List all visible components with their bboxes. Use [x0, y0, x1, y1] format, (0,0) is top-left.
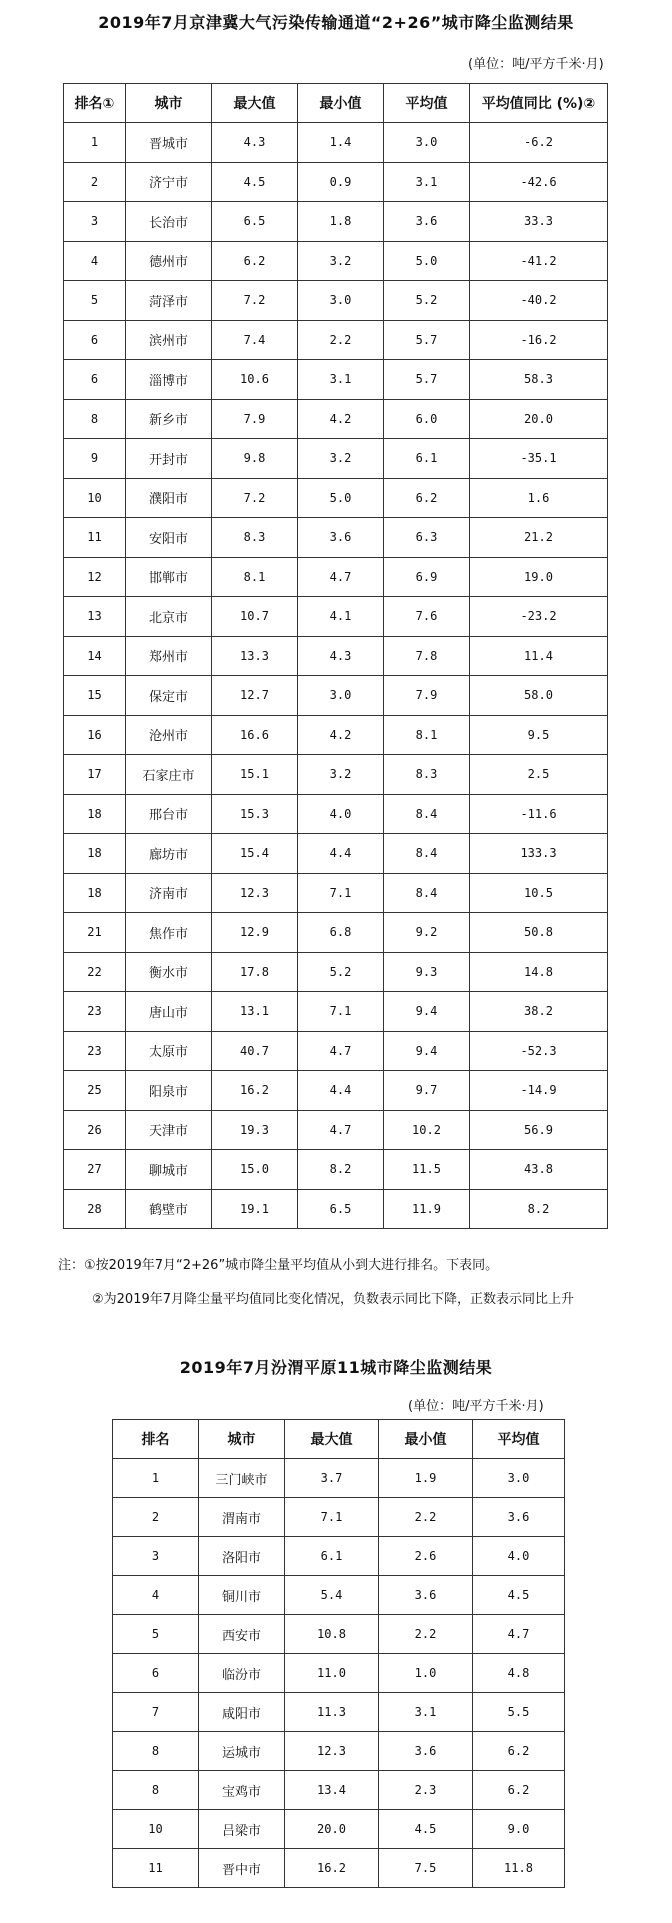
table1-header-yoy: 平均值同比 (%)② — [470, 84, 608, 123]
rank-cell: 18 — [64, 873, 126, 913]
avg-cell: 6.2 — [473, 1771, 565, 1810]
table-row — [64, 478, 608, 518]
table-row — [64, 557, 608, 597]
avg-cell: 6.0 — [384, 399, 470, 439]
table2-header-avg: 平均值 — [473, 1420, 565, 1459]
max-cell: 40.7 — [212, 1031, 298, 1071]
max-cell: 12.3 — [212, 873, 298, 913]
rank-cell: 6 — [113, 1654, 199, 1693]
city-cell: 新乡市 — [126, 399, 212, 439]
yoy-cell: 43.8 — [470, 1150, 608, 1190]
max-cell: 13.1 — [212, 992, 298, 1032]
city-cell: 宝鸡市 — [199, 1771, 285, 1810]
avg-cell: 7.9 — [384, 676, 470, 716]
avg-cell: 8.4 — [384, 794, 470, 834]
min-cell: 3.0 — [298, 281, 384, 321]
city-cell: 菏泽市 — [126, 281, 212, 321]
min-cell: 4.2 — [298, 399, 384, 439]
rank-cell: 8 — [113, 1732, 199, 1771]
rank-cell: 8 — [113, 1771, 199, 1810]
max-cell: 6.1 — [285, 1537, 379, 1576]
rank-cell: 18 — [64, 794, 126, 834]
avg-cell: 11.5 — [384, 1150, 470, 1190]
city-cell: 三门峡市 — [199, 1459, 285, 1498]
table-row — [113, 1771, 565, 1810]
city-cell: 运城市 — [199, 1732, 285, 1771]
max-cell: 15.3 — [212, 794, 298, 834]
yoy-cell: -23.2 — [470, 597, 608, 637]
avg-cell: 11.8 — [473, 1849, 565, 1888]
table-row — [64, 873, 608, 913]
min-cell: 7.1 — [298, 992, 384, 1032]
max-cell: 10.8 — [285, 1615, 379, 1654]
table-row — [64, 794, 608, 834]
min-cell: 4.2 — [298, 715, 384, 755]
max-cell: 16.6 — [212, 715, 298, 755]
min-cell: 4.5 — [379, 1810, 473, 1849]
rank-cell: 27 — [64, 1150, 126, 1190]
max-cell: 7.2 — [212, 281, 298, 321]
avg-cell: 9.2 — [384, 913, 470, 953]
max-cell: 16.2 — [285, 1849, 379, 1888]
max-cell: 7.1 — [285, 1498, 379, 1537]
rank-cell: 17 — [64, 755, 126, 795]
rank-cell: 28 — [64, 1189, 126, 1229]
rank-cell: 22 — [64, 952, 126, 992]
table2-header-rank: 排名 — [113, 1420, 199, 1459]
table2-title: 2019年7月汾渭平原11城市降尘监测结果 — [179, 1358, 493, 1377]
min-cell: 4.7 — [298, 1110, 384, 1150]
min-cell: 4.0 — [298, 794, 384, 834]
table-row — [64, 834, 608, 874]
avg-cell: 3.0 — [473, 1459, 565, 1498]
max-cell: 4.5 — [212, 162, 298, 202]
min-cell: 2.3 — [379, 1771, 473, 1810]
table-row — [113, 1459, 565, 1498]
table-row — [64, 636, 608, 676]
table-row — [64, 439, 608, 479]
table-row — [64, 1031, 608, 1071]
max-cell: 6.2 — [212, 241, 298, 281]
max-cell: 20.0 — [285, 1810, 379, 1849]
yoy-cell: -6.2 — [470, 123, 608, 163]
min-cell: 3.6 — [379, 1576, 473, 1615]
city-cell: 晋城市 — [126, 123, 212, 163]
rank-cell: 21 — [64, 913, 126, 953]
table1-header-avg: 平均值 — [384, 84, 470, 123]
yoy-cell: 58.3 — [470, 360, 608, 400]
table-row — [64, 755, 608, 795]
min-cell: 1.9 — [379, 1459, 473, 1498]
rank-cell: 1 — [64, 123, 126, 163]
yoy-cell: 10.5 — [470, 873, 608, 913]
city-cell: 临汾市 — [199, 1654, 285, 1693]
city-cell: 石家庄市 — [126, 755, 212, 795]
city-cell: 滨州市 — [126, 320, 212, 360]
min-cell: 3.1 — [379, 1693, 473, 1732]
avg-cell: 11.9 — [384, 1189, 470, 1229]
table1-header-min: 最小值 — [298, 84, 384, 123]
table1-header-rank: 排名① — [64, 84, 126, 123]
rank-cell: 9 — [64, 439, 126, 479]
rank-cell: 11 — [64, 518, 126, 558]
table-row — [64, 1150, 608, 1190]
max-cell: 19.1 — [212, 1189, 298, 1229]
table-row — [64, 952, 608, 992]
table-row — [113, 1849, 565, 1888]
table-row — [64, 162, 608, 202]
min-cell: 8.2 — [298, 1150, 384, 1190]
table-row — [64, 399, 608, 439]
min-cell: 2.6 — [379, 1537, 473, 1576]
avg-cell: 3.0 — [384, 123, 470, 163]
min-cell: 5.0 — [298, 478, 384, 518]
min-cell: 4.1 — [298, 597, 384, 637]
city-cell: 德州市 — [126, 241, 212, 281]
rank-cell: 23 — [64, 992, 126, 1032]
avg-cell: 5.7 — [384, 360, 470, 400]
rank-cell: 4 — [64, 241, 126, 281]
max-cell: 4.3 — [212, 123, 298, 163]
avg-cell: 8.3 — [384, 755, 470, 795]
avg-cell: 4.8 — [473, 1654, 565, 1693]
max-cell: 17.8 — [212, 952, 298, 992]
table-row — [64, 992, 608, 1032]
rank-cell: 15 — [64, 676, 126, 716]
table-row — [113, 1537, 565, 1576]
avg-cell: 8.4 — [384, 834, 470, 874]
city-cell: 郑州市 — [126, 636, 212, 676]
rank-cell: 5 — [113, 1615, 199, 1654]
max-cell: 12.9 — [212, 913, 298, 953]
max-cell: 7.9 — [212, 399, 298, 439]
table-row — [64, 202, 608, 242]
yoy-cell: -14.9 — [470, 1071, 608, 1111]
max-cell: 5.4 — [285, 1576, 379, 1615]
table-row — [113, 1810, 565, 1849]
avg-cell: 5.2 — [384, 281, 470, 321]
city-cell: 沧州市 — [126, 715, 212, 755]
city-cell: 晋中市 — [199, 1849, 285, 1888]
rank-cell: 18 — [64, 834, 126, 874]
table1-unit: (单位：吨/平方千米·月) — [468, 57, 604, 72]
max-cell: 11.3 — [285, 1693, 379, 1732]
max-cell: 13.3 — [212, 636, 298, 676]
avg-cell: 9.0 — [473, 1810, 565, 1849]
city-cell: 邢台市 — [126, 794, 212, 834]
table2-header-city: 城市 — [199, 1420, 285, 1459]
avg-cell: 8.4 — [384, 873, 470, 913]
city-cell: 济南市 — [126, 873, 212, 913]
max-cell: 15.1 — [212, 755, 298, 795]
min-cell: 4.4 — [298, 834, 384, 874]
rank-cell: 13 — [64, 597, 126, 637]
rank-cell: 26 — [64, 1110, 126, 1150]
rank-cell: 4 — [113, 1576, 199, 1615]
max-cell: 19.3 — [212, 1110, 298, 1150]
city-cell: 邯郸市 — [126, 557, 212, 597]
rank-cell: 7 — [113, 1693, 199, 1732]
table1-header-city: 城市 — [126, 84, 212, 123]
table-row — [64, 1071, 608, 1111]
city-cell: 廊坊市 — [126, 834, 212, 874]
max-cell: 6.5 — [212, 202, 298, 242]
min-cell: 2.2 — [298, 320, 384, 360]
city-cell: 铜川市 — [199, 1576, 285, 1615]
table-row — [64, 715, 608, 755]
avg-cell: 4.0 — [473, 1537, 565, 1576]
yoy-cell: 2.5 — [470, 755, 608, 795]
max-cell: 3.7 — [285, 1459, 379, 1498]
city-cell: 濮阳市 — [126, 478, 212, 518]
city-cell: 咸阳市 — [199, 1693, 285, 1732]
avg-cell: 10.2 — [384, 1110, 470, 1150]
city-cell: 衡水市 — [126, 952, 212, 992]
table-row — [64, 1189, 608, 1229]
avg-cell: 8.1 — [384, 715, 470, 755]
yoy-cell: -40.2 — [470, 281, 608, 321]
table-row — [64, 320, 608, 360]
max-cell: 12.7 — [212, 676, 298, 716]
avg-cell: 9.7 — [384, 1071, 470, 1111]
city-cell: 淄博市 — [126, 360, 212, 400]
rank-cell: 2 — [113, 1498, 199, 1537]
min-cell: 1.4 — [298, 123, 384, 163]
table-row — [113, 1654, 565, 1693]
max-cell: 8.1 — [212, 557, 298, 597]
table-row — [64, 281, 608, 321]
avg-cell: 3.6 — [473, 1498, 565, 1537]
table-row — [64, 360, 608, 400]
avg-cell: 7.6 — [384, 597, 470, 637]
rank-cell: 6 — [64, 320, 126, 360]
max-cell: 11.0 — [285, 1654, 379, 1693]
yoy-cell: 9.5 — [470, 715, 608, 755]
table1 — [63, 83, 608, 1229]
table2-header-min: 最小值 — [379, 1420, 473, 1459]
table1-header-row — [64, 84, 608, 123]
rank-cell: 5 — [64, 281, 126, 321]
avg-cell: 9.3 — [384, 952, 470, 992]
avg-cell: 4.5 — [473, 1576, 565, 1615]
avg-cell: 6.9 — [384, 557, 470, 597]
table2-unit: (单位：吨/平方千米·月) — [408, 1399, 544, 1414]
table-row — [113, 1693, 565, 1732]
avg-cell: 6.2 — [384, 478, 470, 518]
yoy-cell: 133.3 — [470, 834, 608, 874]
rank-cell: 23 — [64, 1031, 126, 1071]
max-cell: 15.0 — [212, 1150, 298, 1190]
yoy-cell: -35.1 — [470, 439, 608, 479]
min-cell: 6.8 — [298, 913, 384, 953]
yoy-cell: -41.2 — [470, 241, 608, 281]
min-cell: 4.4 — [298, 1071, 384, 1111]
max-cell: 13.4 — [285, 1771, 379, 1810]
table-row — [113, 1615, 565, 1654]
city-cell: 北京市 — [126, 597, 212, 637]
table-row — [64, 241, 608, 281]
table2-header-row — [113, 1420, 565, 1459]
avg-cell: 4.7 — [473, 1615, 565, 1654]
yoy-cell: 20.0 — [470, 399, 608, 439]
table2-header-max: 最大值 — [285, 1420, 379, 1459]
min-cell: 4.3 — [298, 636, 384, 676]
max-cell: 9.8 — [212, 439, 298, 479]
city-cell: 唐山市 — [126, 992, 212, 1032]
yoy-cell: -16.2 — [470, 320, 608, 360]
avg-cell: 9.4 — [384, 992, 470, 1032]
city-cell: 长治市 — [126, 202, 212, 242]
min-cell: 1.0 — [379, 1654, 473, 1693]
min-cell: 7.5 — [379, 1849, 473, 1888]
min-cell: 3.6 — [379, 1732, 473, 1771]
min-cell: 4.7 — [298, 557, 384, 597]
max-cell: 7.2 — [212, 478, 298, 518]
yoy-cell: 8.2 — [470, 1189, 608, 1229]
yoy-cell: 56.9 — [470, 1110, 608, 1150]
table-row — [113, 1498, 565, 1537]
table1-header-max: 最大值 — [212, 84, 298, 123]
max-cell: 7.4 — [212, 320, 298, 360]
table1-title: 2019年7月京津冀大气污染传输通道“2+26”城市降尘监测结果 — [98, 13, 574, 32]
rank-cell: 6 — [64, 360, 126, 400]
yoy-cell: 19.0 — [470, 557, 608, 597]
min-cell: 2.2 — [379, 1615, 473, 1654]
avg-cell: 6.2 — [473, 1732, 565, 1771]
city-cell: 焦作市 — [126, 913, 212, 953]
rank-cell: 14 — [64, 636, 126, 676]
rank-cell: 11 — [113, 1849, 199, 1888]
rank-cell: 16 — [64, 715, 126, 755]
max-cell: 16.2 — [212, 1071, 298, 1111]
rank-cell: 8 — [64, 399, 126, 439]
yoy-cell: 38.2 — [470, 992, 608, 1032]
min-cell: 6.5 — [298, 1189, 384, 1229]
min-cell: 2.2 — [379, 1498, 473, 1537]
avg-cell: 6.3 — [384, 518, 470, 558]
yoy-cell: -52.3 — [470, 1031, 608, 1071]
city-cell: 西安市 — [199, 1615, 285, 1654]
table-row — [64, 123, 608, 163]
yoy-cell: 50.8 — [470, 913, 608, 953]
rank-cell: 25 — [64, 1071, 126, 1111]
city-cell: 保定市 — [126, 676, 212, 716]
table-row — [113, 1732, 565, 1771]
yoy-cell: 11.4 — [470, 636, 608, 676]
city-cell: 安阳市 — [126, 518, 212, 558]
avg-cell: 5.0 — [384, 241, 470, 281]
min-cell: 3.6 — [298, 518, 384, 558]
yoy-cell: -11.6 — [470, 794, 608, 834]
yoy-cell: -42.6 — [470, 162, 608, 202]
table-row — [64, 597, 608, 637]
city-cell: 聊城市 — [126, 1150, 212, 1190]
table-row — [64, 1110, 608, 1150]
rank-cell: 1 — [113, 1459, 199, 1498]
city-cell: 太原市 — [126, 1031, 212, 1071]
yoy-cell: 21.2 — [470, 518, 608, 558]
yoy-cell: 1.6 — [470, 478, 608, 518]
table-row — [64, 913, 608, 953]
avg-cell: 3.6 — [384, 202, 470, 242]
min-cell: 3.1 — [298, 360, 384, 400]
yoy-cell: 58.0 — [470, 676, 608, 716]
yoy-cell: 33.3 — [470, 202, 608, 242]
min-cell: 1.8 — [298, 202, 384, 242]
avg-cell: 9.4 — [384, 1031, 470, 1071]
avg-cell: 5.7 — [384, 320, 470, 360]
city-cell: 渭南市 — [199, 1498, 285, 1537]
rank-cell: 10 — [64, 478, 126, 518]
note-ranking: 注：①按2019年7月“2+26”城市降尘量平均值从小到大进行排名。下表同。 — [58, 1258, 499, 1273]
yoy-cell: 14.8 — [470, 952, 608, 992]
note-yoy: ②为2019年7月降尘量平均值同比变化情况，负数表示同比下降，正数表示同比上升 — [92, 1292, 575, 1307]
min-cell: 7.1 — [298, 873, 384, 913]
city-cell: 鹤壁市 — [126, 1189, 212, 1229]
avg-cell: 7.8 — [384, 636, 470, 676]
min-cell: 3.2 — [298, 439, 384, 479]
rank-cell: 10 — [113, 1810, 199, 1849]
city-cell: 阳泉市 — [126, 1071, 212, 1111]
min-cell: 4.7 — [298, 1031, 384, 1071]
avg-cell: 6.1 — [384, 439, 470, 479]
max-cell: 8.3 — [212, 518, 298, 558]
rank-cell: 3 — [113, 1537, 199, 1576]
city-cell: 洛阳市 — [199, 1537, 285, 1576]
max-cell: 15.4 — [212, 834, 298, 874]
city-cell: 天津市 — [126, 1110, 212, 1150]
rank-cell: 12 — [64, 557, 126, 597]
rank-cell: 3 — [64, 202, 126, 242]
city-cell: 开封市 — [126, 439, 212, 479]
max-cell: 10.6 — [212, 360, 298, 400]
table-row — [64, 676, 608, 716]
max-cell: 12.3 — [285, 1732, 379, 1771]
min-cell: 0.9 — [298, 162, 384, 202]
max-cell: 10.7 — [212, 597, 298, 637]
avg-cell: 5.5 — [473, 1693, 565, 1732]
min-cell: 3.2 — [298, 241, 384, 281]
rank-cell: 2 — [64, 162, 126, 202]
avg-cell: 3.1 — [384, 162, 470, 202]
min-cell: 3.2 — [298, 755, 384, 795]
table-row — [113, 1576, 565, 1615]
min-cell: 5.2 — [298, 952, 384, 992]
table-row — [64, 518, 608, 558]
min-cell: 3.0 — [298, 676, 384, 716]
table2 — [112, 1419, 565, 1888]
city-cell: 吕梁市 — [199, 1810, 285, 1849]
city-cell: 济宁市 — [126, 162, 212, 202]
